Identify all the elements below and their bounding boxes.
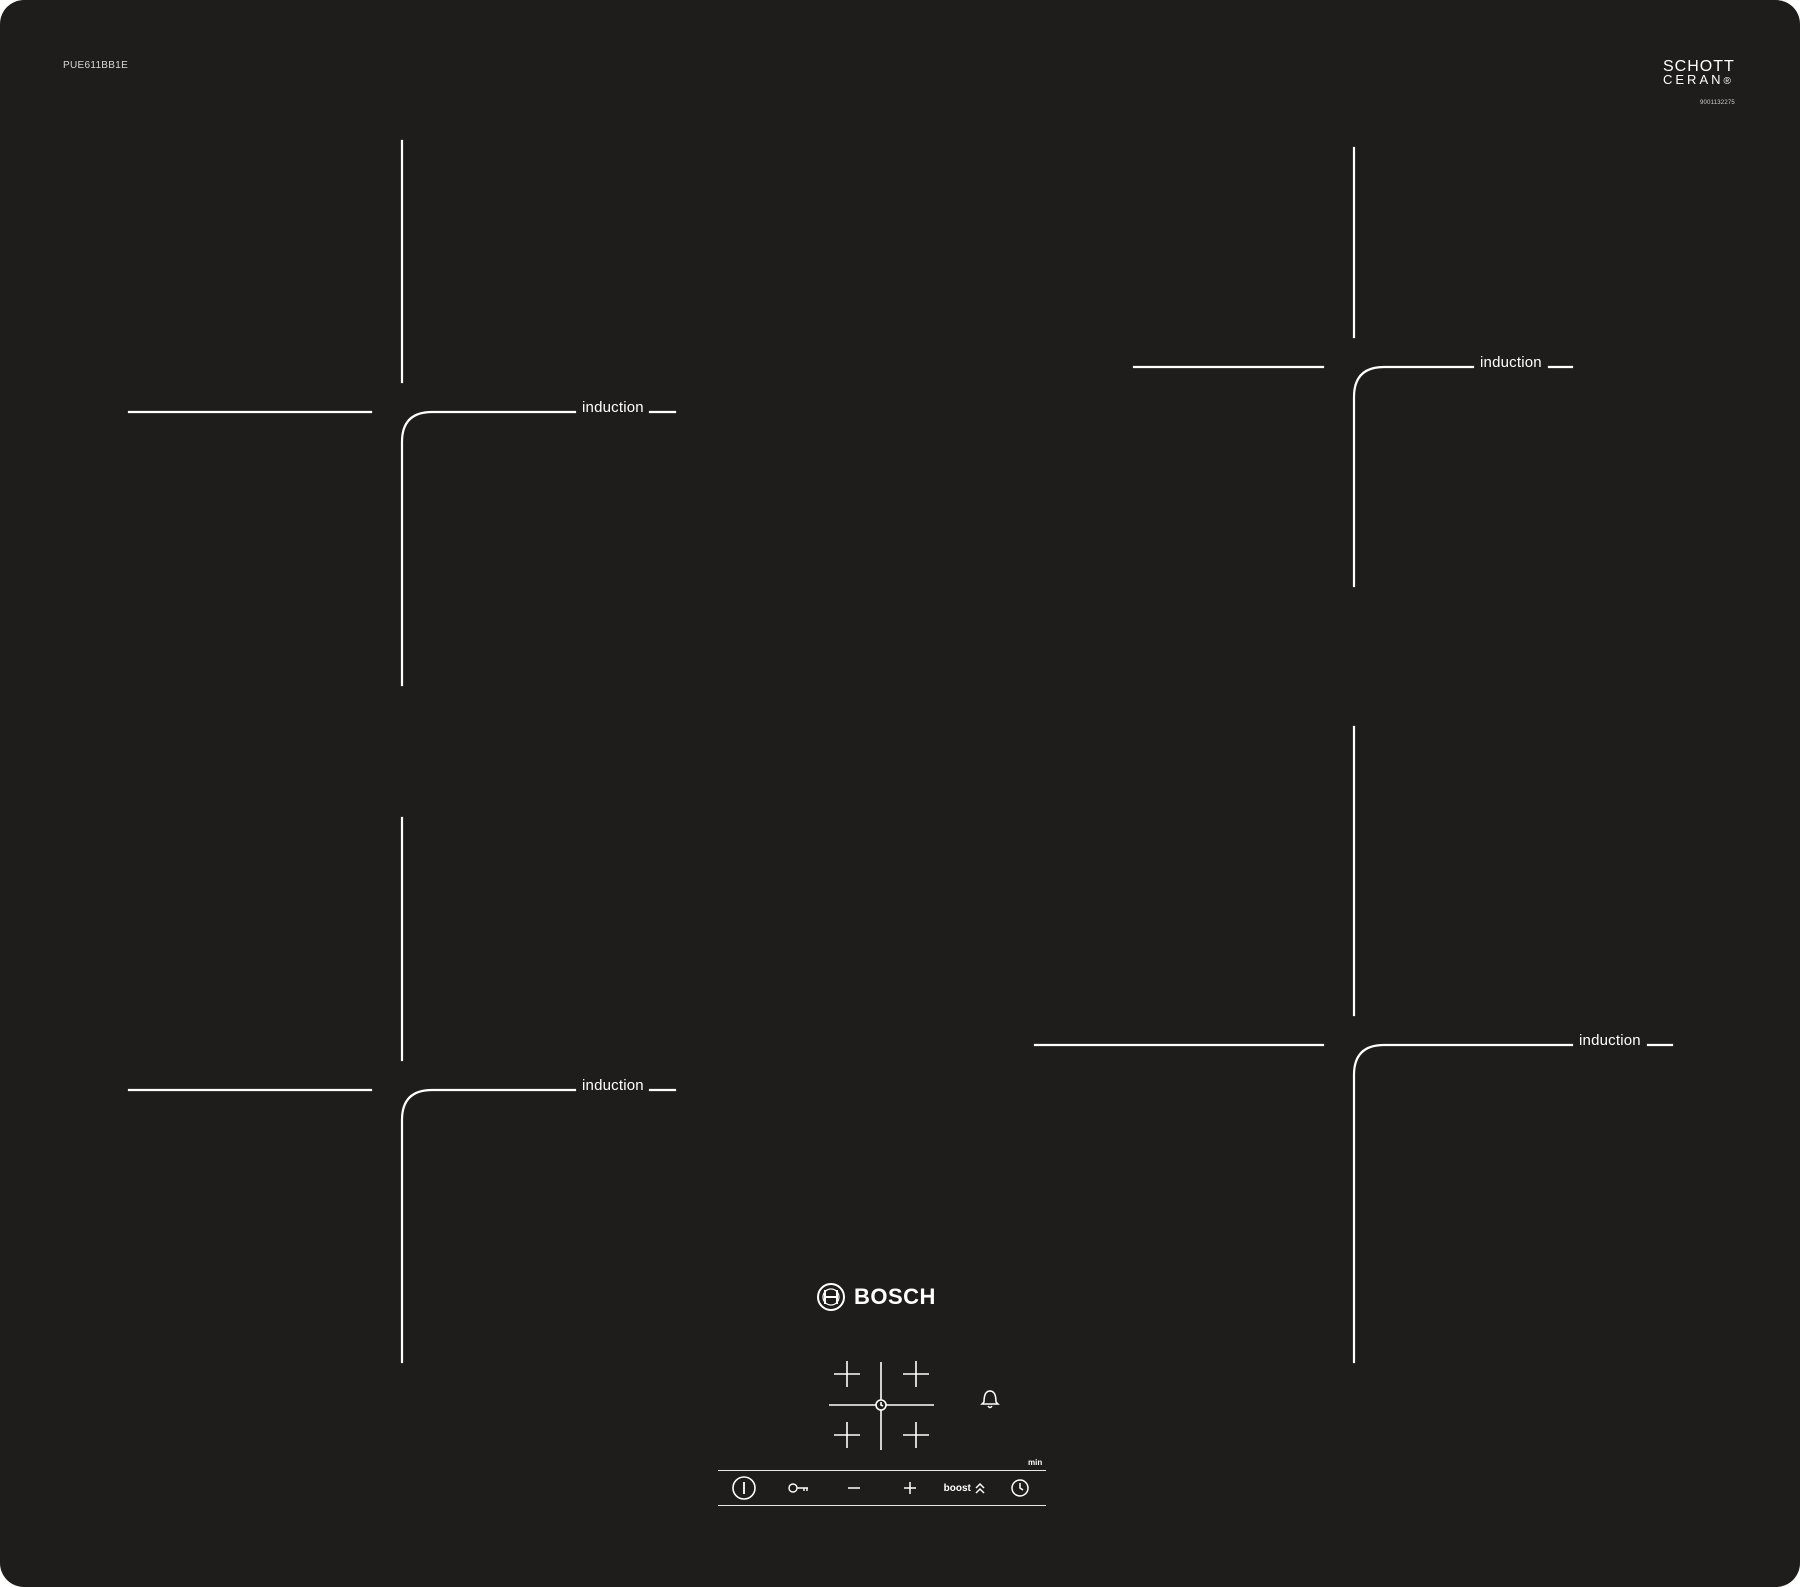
zone-4-label: induction: [1579, 1032, 1641, 1049]
key-icon: [787, 1481, 811, 1495]
zone-4-marking: [1035, 727, 1672, 1362]
serial-number: 9001132275: [1700, 100, 1735, 106]
timer-small-icon: [876, 1400, 886, 1410]
brand-name: BOSCH: [854, 1284, 936, 1309]
power-icon: [730, 1474, 758, 1502]
power-button[interactable]: [718, 1471, 770, 1505]
chevron-up-double-icon: [974, 1481, 986, 1495]
bosch-armature-icon: [816, 1282, 846, 1312]
zone-select-top-right[interactable]: [901, 1359, 931, 1389]
boost-button[interactable]: [939, 1471, 991, 1505]
model-code: PUE611BB1E: [63, 60, 129, 71]
zone-3-label: induction: [1480, 354, 1542, 371]
min-label: min: [1028, 1458, 1043, 1467]
zone-select-bottom-left[interactable]: [832, 1420, 862, 1450]
brand-logo: [816, 1280, 936, 1314]
clock-icon: [1009, 1477, 1031, 1499]
plus-button[interactable]: [884, 1471, 936, 1505]
zone-select-pad: [829, 1359, 934, 1450]
timer-button[interactable]: [994, 1471, 1046, 1505]
plus-icon: [902, 1480, 918, 1496]
zone-select-top-left[interactable]: [832, 1359, 862, 1389]
minus-icon: [846, 1480, 862, 1496]
zone-1-label: induction: [582, 399, 644, 416]
registered-mark: ®: [1723, 76, 1731, 87]
bell-icon[interactable]: [982, 1391, 998, 1408]
glass-brand-line2: CERAN: [1663, 72, 1724, 87]
zone-2-label: induction: [582, 1077, 644, 1094]
childlock-button[interactable]: [773, 1471, 825, 1505]
boost-label: boost: [943, 1482, 971, 1494]
control-bar: [718, 1470, 1046, 1506]
glass-brand-line1: SCHOTT: [1663, 58, 1735, 75]
minus-button[interactable]: [828, 1471, 880, 1505]
zone-select-bottom-right[interactable]: [901, 1420, 931, 1450]
